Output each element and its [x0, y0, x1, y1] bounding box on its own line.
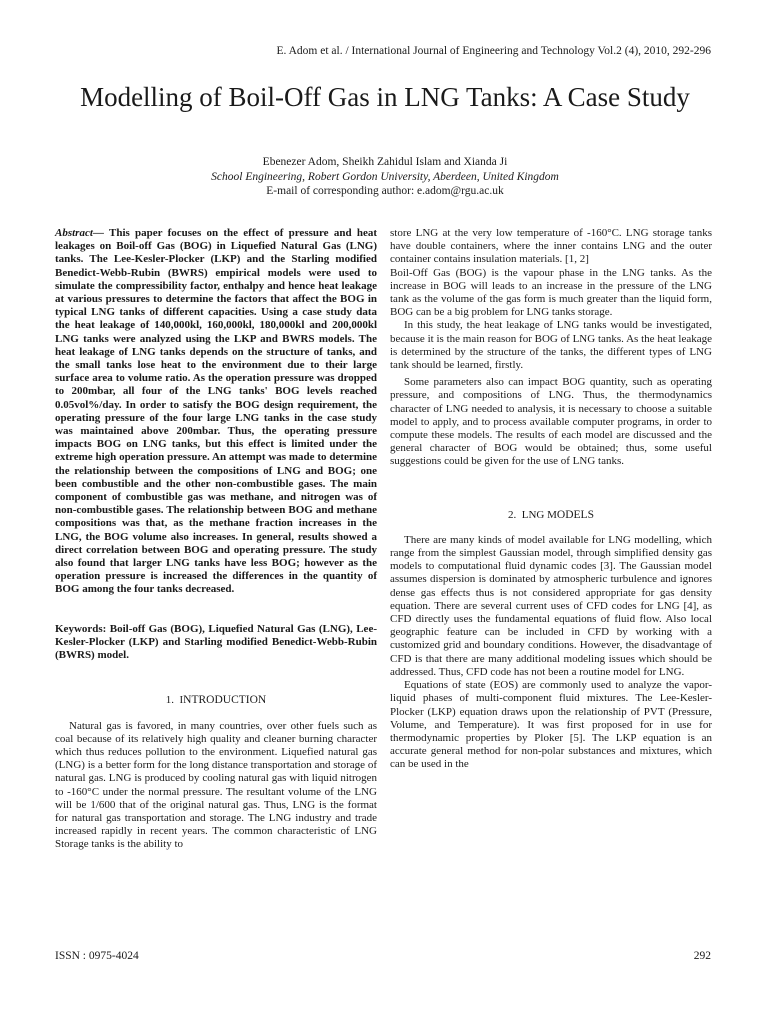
email: E-mail of corresponding author: e.adom@rgu.ac.uk	[266, 185, 504, 197]
intro-paragraph-1: Natural gas is favored, in many countries, over other fuels such as coal because of its relatively high quality and cleaner burning character which thus reduces pollution to the environment. Liquefied natural gas (LNG) is a better form for the long distance transportation and storage of natural gas. LNG is produced by cooling natural gas with liquid nitrogen to -160°C under the normal pressure. The resultant volume of the LNG will be 1/600 that of the original natural gas. Thus, LNG is the format for natural gas transportation and storage. The LNG industry and trade increased rapidly in recent years. The common characteristic of LNG Storage tanks is the ability to	[55, 719, 377, 851]
abstract	[55, 227, 377, 597]
right-column	[390, 227, 712, 772]
paper-title: Modelling of Boil-Off Gas in LNG Tanks: A Case Study	[80, 82, 690, 112]
intro-paragraph-2: store LNG at the very low temperature of -160°C. LNG storage tanks have double containers, where the inner contains LNG and the outer container contains insulation materials. [1, 2]	[390, 227, 712, 266]
section-heading-introduction	[55, 694, 377, 707]
section-heading-lng-models	[390, 509, 712, 522]
section-number: 2.	[508, 508, 517, 521]
abstract-label: Abstract	[55, 227, 93, 239]
affiliation: School Engineering, Robert Gordon University, Aberdeen, United Kingdom	[211, 170, 559, 183]
section-title-rest: ODELS	[556, 508, 594, 521]
intro-paragraph-4: In this study, the heat leakage of LNG tanks would be investigated, because it is the main reason for BOG of LNG tanks. As the heat leakage is determined by the structure of the tanks, the different types of LNG tank should be learned, firstly.	[390, 319, 712, 372]
section-first-letter: LNG M	[521, 508, 557, 521]
authors: Ebenezer Adom, Sheikh Zahidul Islam and Xianda Ji	[262, 156, 508, 168]
author-block	[60, 155, 710, 199]
section-title-rest: NTRODUCTION	[183, 694, 267, 707]
running-header: E. Adom et al. / International Journal of Engineering and Technology Vol.2 (4), 2010, 292-296	[276, 45, 711, 57]
intro-paragraph-3: Boil-Off Gas (BOG) is the vapour phase in the LNG tanks. As the increase in BOG will leads to an increase in the pressure of the LNG tank as the volume of the gas form is much greater than the liquid form, BOG can be a big problem for LNG tanks storage.	[390, 266, 712, 319]
models-paragraph-2: Equations of state (EOS) are commonly used to analyze the vapor-liquid phases of multi-component fluid mixtures. The Lee-Kesler-Plocker (LKP) equation draws upon the relationship of PVT (Pressure, Volume, and Temperature). It was first proposed for in use for thermodynamic properties by Ploker [5]. The LKP equation is an accurate general method for non-polar substances and mixtures, which can be used in the	[390, 679, 712, 771]
abstract-text: This paper focuses on the effect of pressure and heat leakages on Boil-off Gas (BOG) in Liquefied Natural Gas (LNG) tanks. The Lee-Kesler-Plocker (LKP) and the Starling modified Benedict-Webb-Rubin (BWRS) empirical models were used to simulate the compressibility factor, enthalpy and hence heat leakage at various pressures to determine the factors that affect the BOG in typical LNG tanks of different capacities. Using a case study data the heat leakage of 140,000kl, 160,000kl, 180,000kl and 200,000kl LNG tanks were analyzed using the LKP and BWRS models. The heat leakage of LNG tanks depends on the structure of tanks, and the small tanks lose heat to the environment due to their large surface area to volume ratio. As the operation pressure was dropped to 200mbar, all four of the LNG tanks' BOG levels reached 0.05vol%/day. In order to satisfy the BOG design requirement, the operating pressure of the four large LNG tanks in the case study was maintained above 200mbar. Thus, the operating pressure impacts BOG on LNG tanks, but this effect is limited under the extreme high operation pressure. An attempt was made to determine the relationship between the compositions of LNG and BOG; one been combustible and the other non-combustible gases. The main component of combustible gas was methane, and nitrogen was of non-combustible gases. The relationship between BOG and methane compositions was that, as the methane fraction increases in the LNG, the BOG volume also increases. In general, results showed a direct correlation between BOG and operating pressure. The study also found that larger LNG tanks have less BOG; however as the operation pressure is increased the differences in the quantity of BOG among the four tanks decreased.	[55, 227, 377, 596]
models-paragraph-1: There are many kinds of model available for LNG modelling, which range from the simplest Gaussian model, through simplified density gas models to computational fluid dynamic codes [3]. The Gaussian model assumes dispersion is dominated by atmospheric turbulence and ignores dense gas effects thus is not considered appropriate for gas density equation. There are several current uses of CFD codes for LNG [4], as CFD directly uses the fundamental equations of fluid flow. Also local geographic feature can be included in CFD by working with a customized grid and boundary conditions. However, the disadvantage of CFD is that there are many additional modeling issues which should be addressed. Thus, CFD code has not been a routine model for LNG.	[390, 533, 712, 678]
keywords: Keywords: Boil-off Gas (BOG), Liquefied Natural Gas (LNG), Lee-Kesler-Plocker (LKP) and Starling modified Benedict-Webb-Rubin (BWRS) model.	[55, 622, 377, 662]
section-first-letter: I	[179, 694, 184, 707]
left-column	[55, 227, 377, 852]
abstract-dash: —	[92, 227, 109, 239]
footer-page-number: 292	[693, 950, 711, 962]
section-number: 1.	[165, 694, 174, 707]
intro-paragraph-5: Some parameters also can impact BOG quantity, such as operating pressure, and compositions of LNG. Thus, the thermodynamics character of LNG needed to analysis, it is necessary to choose a suitable model to apply, and to process available computer programs, in order to compute these models. The results of each model are discussed and the general character of BOG would be obtained; thus, some useful suggestions could be given for the use of LNG tanks.	[390, 376, 712, 468]
footer-issn: ISSN : 0975-4024	[55, 950, 139, 962]
